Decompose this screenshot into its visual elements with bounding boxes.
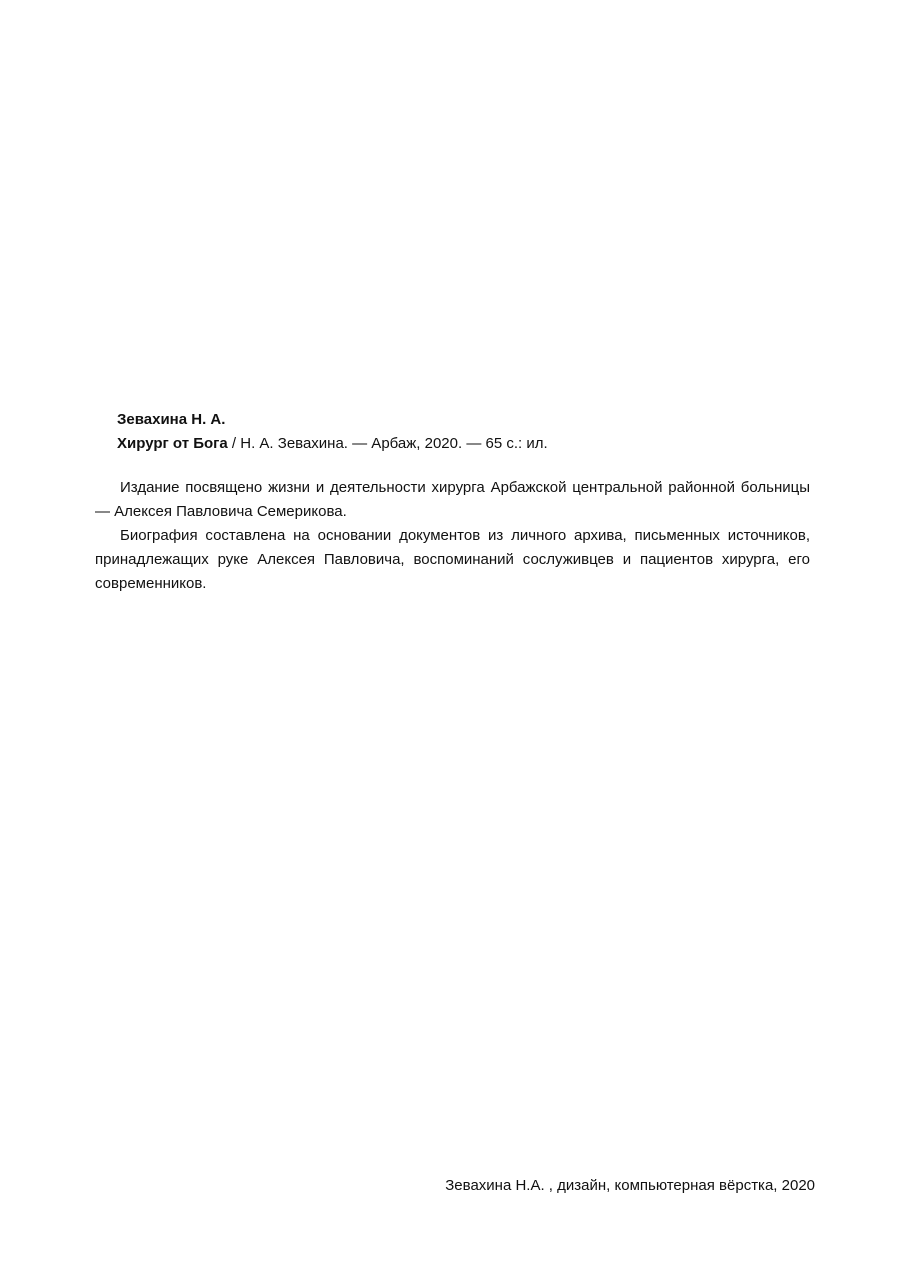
annotation-paragraph: Издание посвящено жизни и деятельности хирурга Арбажской центральной районной больницы— Алексея Павловича Семерикова. (95, 479, 810, 520)
annotation (95, 476, 810, 596)
annotation-paragraph: Биография составлена на основании документов из личного архива, письменных источников, принадлежащих руке Алексея Павловича, воспоминаний сослуживцев и пациентов хирурга, его современников. (95, 527, 810, 592)
author-name: Зевахина Н. А. (117, 411, 226, 428)
bibliographic-record (117, 408, 817, 456)
publication-details: / Н. А. Зевахина. — Арбаж, 2020. — 65 с.: ил. (227, 435, 548, 452)
design-credit: Зевахина Н.А. , дизайн, компьютерная вёрстка, 2020 (445, 1177, 815, 1194)
book-title: Хирург от Бога (117, 435, 228, 452)
title-line (117, 432, 817, 456)
